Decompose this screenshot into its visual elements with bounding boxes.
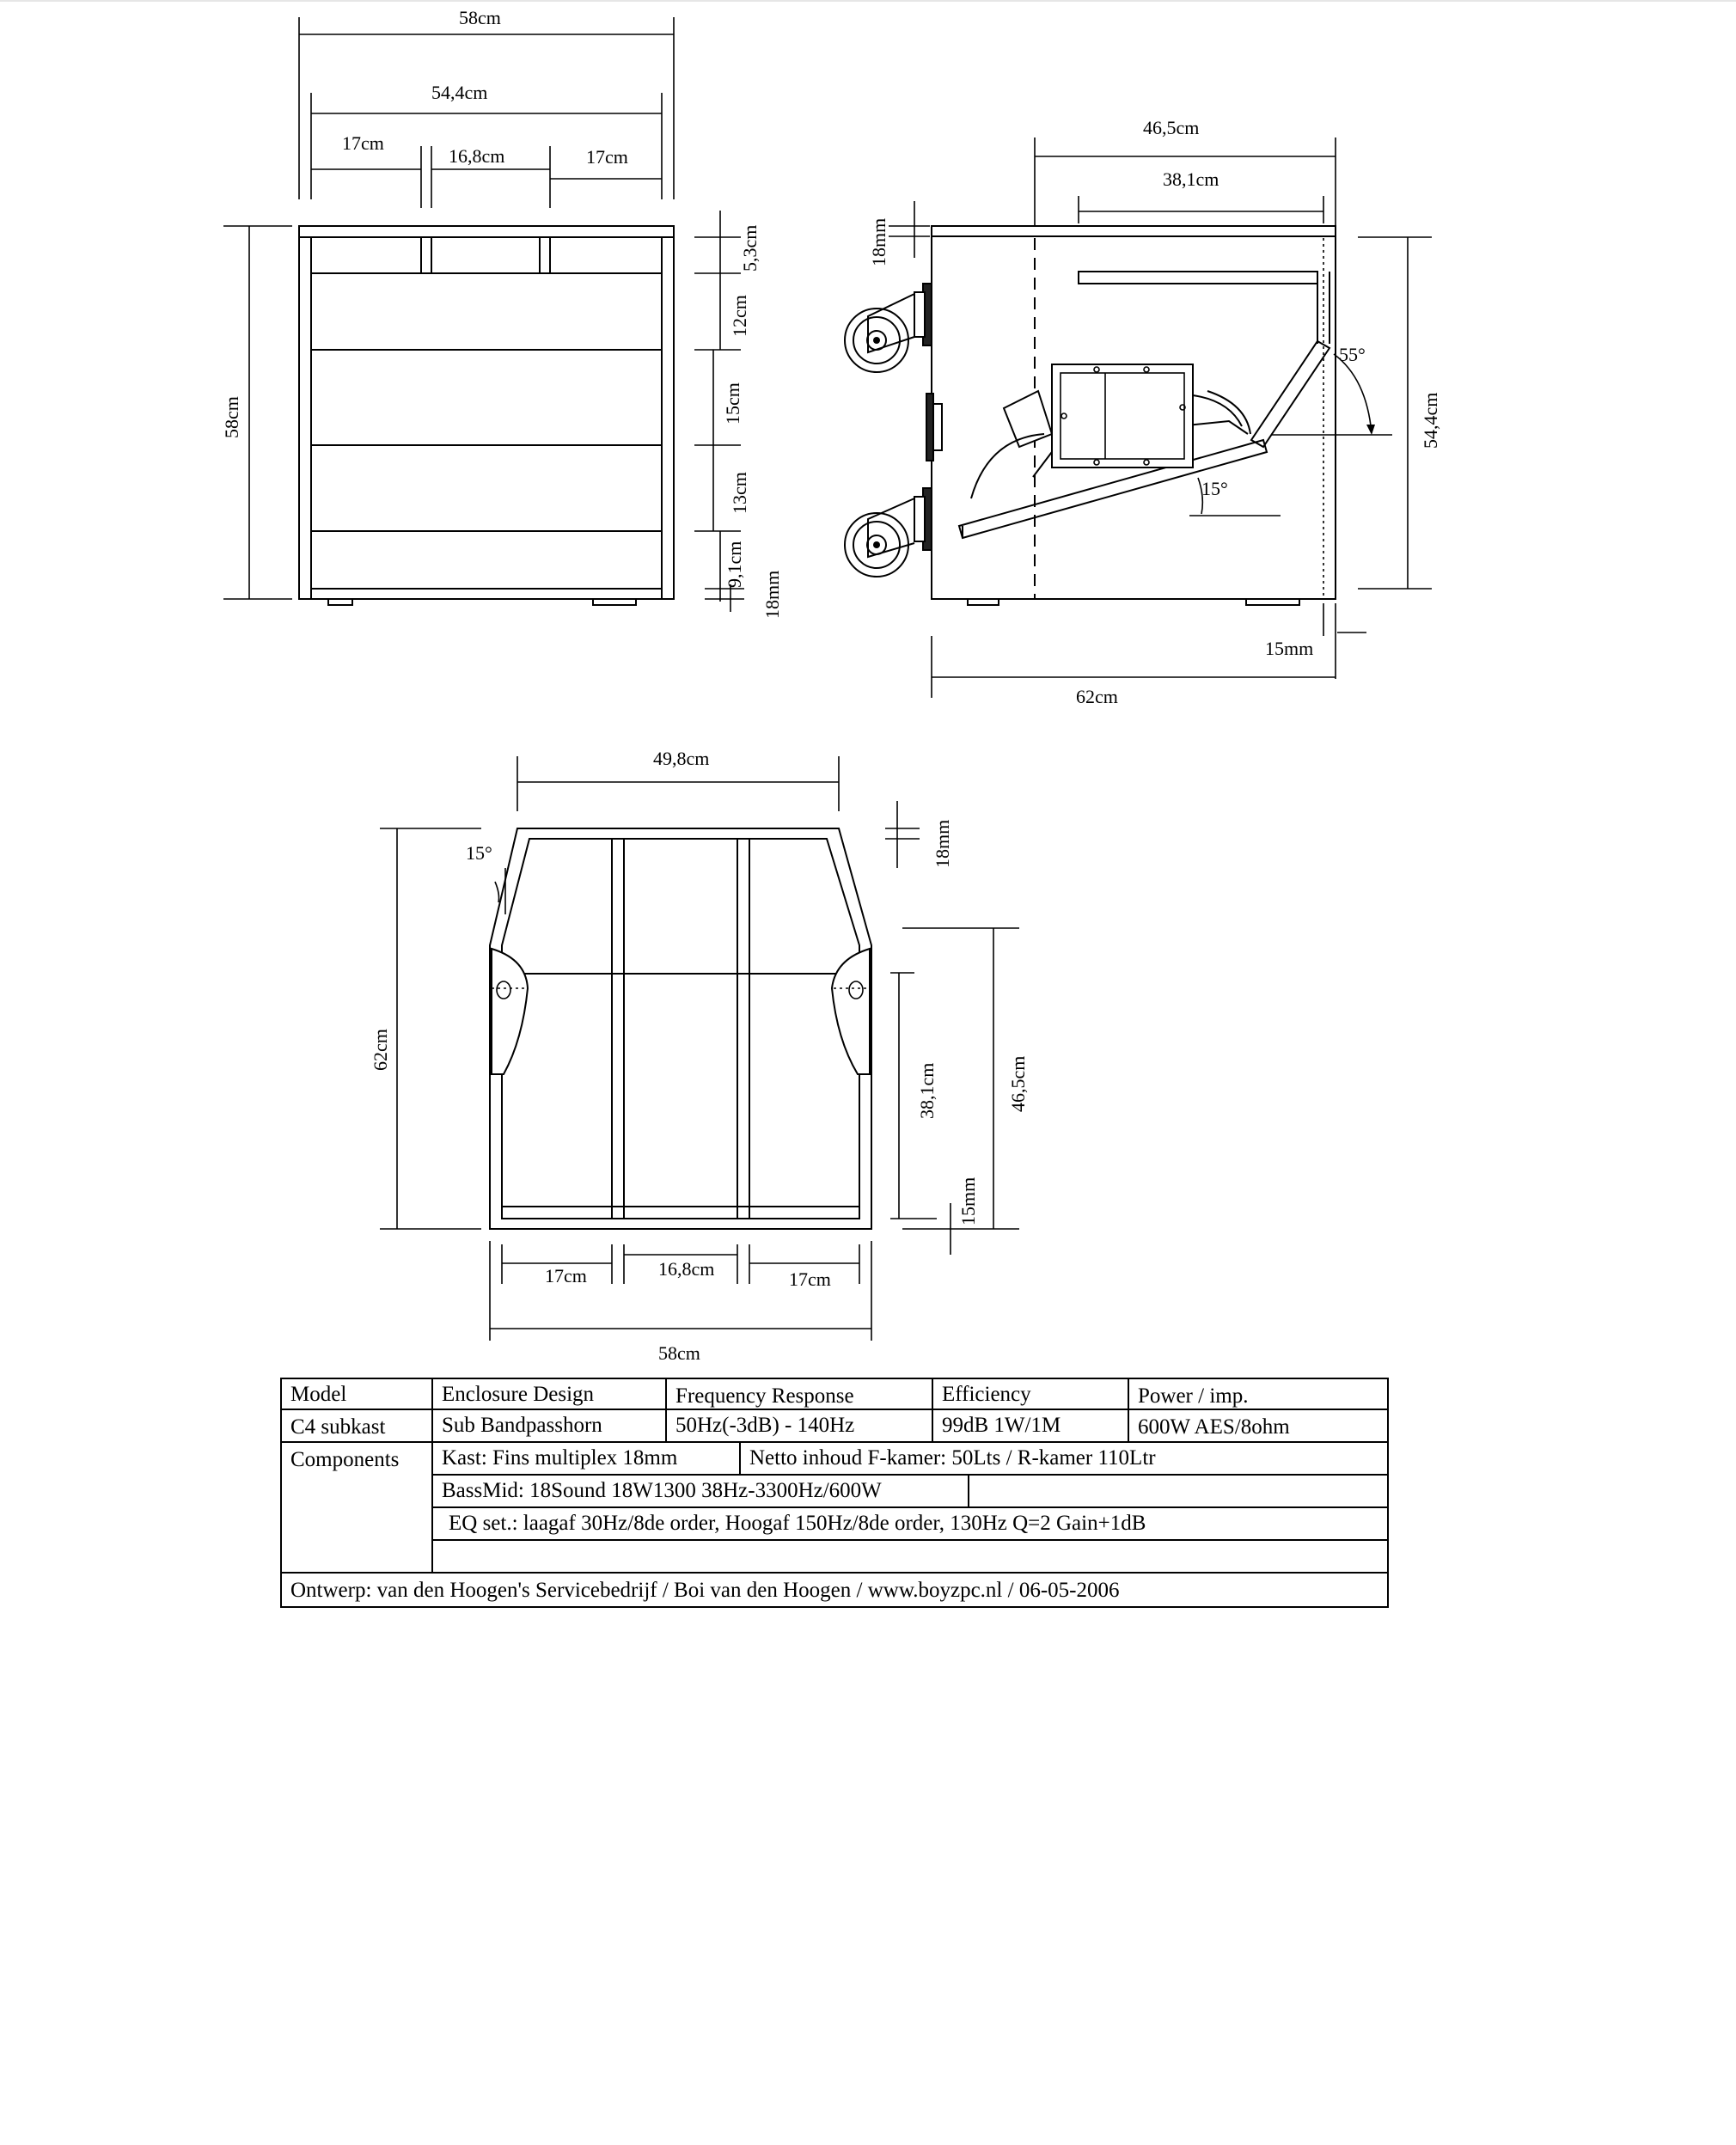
components-label: Components <box>290 1448 400 1471</box>
top-panel-label: 18mm <box>932 819 953 868</box>
front-bay-mid-label: 16,8cm <box>449 145 505 167</box>
footer-credits: Ontwerp: van den Hoogen's Servicebedrijf / Boi van den Hoogen / www.boyzpc.nl / 06-05-2006 <box>290 1579 1120 1602</box>
netto-value: Netto inhoud F-kamer: 50Lts / R-kamer 110Ltr <box>749 1446 1156 1470</box>
side-angle-upper-label: 55° <box>1339 344 1366 365</box>
front-bay-right-label: 17cm <box>586 146 628 168</box>
front-top-rail-label: 5,3cm <box>739 224 761 272</box>
front-bottom-seg-label: 9,1cm <box>724 541 745 588</box>
kast-value: Kast: Fins multiplex 18mm <box>442 1446 678 1470</box>
front-seg2-label: 15cm <box>722 382 743 425</box>
front-view <box>221 7 783 619</box>
eq-value: EQ set.: laagaf 30Hz/8de order, Hoogaf 150Hz/8de order, 130Hz Q=2 Gain+1dB <box>449 1512 1146 1535</box>
header-model: Model <box>290 1383 347 1406</box>
enclosure-value: Sub Bandpasshorn <box>442 1414 602 1437</box>
top-bay-mid-label: 16,8cm <box>658 1258 715 1280</box>
front-height-label: 58cm <box>221 396 242 438</box>
spec-table <box>280 1378 1389 1610</box>
side-height-label: 54,4cm <box>1420 392 1441 449</box>
header-frequency: Frequency Response <box>675 1384 854 1408</box>
frequency-value: 50Hz(-3dB) - 140Hz <box>675 1414 855 1437</box>
efficiency-value: 99dB 1W/1M <box>942 1414 1061 1437</box>
top-angle-label: 15° <box>466 842 492 864</box>
top-bay-right-label: 17cm <box>789 1268 831 1290</box>
top-depth-label: 62cm <box>370 1029 391 1071</box>
power-value: 600W AES/8ohm <box>1138 1415 1290 1439</box>
front-panel-label: 18mm <box>761 570 783 619</box>
side-view <box>845 117 1441 707</box>
side-angle-lower-label: 15° <box>1201 478 1228 499</box>
front-seg1-label: 12cm <box>729 295 750 337</box>
side-top-panel-label: 18mm <box>868 217 889 266</box>
front-inner-width-label: 54,4cm <box>431 82 488 103</box>
bassmid-value: BassMid: 18Sound 18W1300 38Hz-3300Hz/600W <box>442 1479 882 1502</box>
front-seg3-label: 13cm <box>729 472 750 514</box>
top-front-width-label: 49,8cm <box>653 748 710 769</box>
top-view <box>370 748 1029 1364</box>
top-depth-outer-label: 46,5cm <box>1007 1055 1029 1112</box>
top-bay-left-label: 17cm <box>545 1265 587 1286</box>
header-efficiency: Efficiency <box>942 1383 1031 1406</box>
top-width-label: 58cm <box>658 1342 700 1364</box>
top-offset-label: 15mm <box>957 1176 979 1225</box>
side-depth-inner-label: 38,1cm <box>1163 168 1219 190</box>
side-depth-outer-label: 46,5cm <box>1143 117 1200 138</box>
side-total-depth-label: 62cm <box>1076 686 1118 707</box>
front-width-label: 58cm <box>459 7 501 28</box>
header-enclosure: Enclosure Design <box>442 1383 595 1406</box>
side-offset-label: 15mm <box>1265 638 1314 659</box>
top-depth-inner-label: 38,1cm <box>916 1062 938 1119</box>
header-power: Power / imp. <box>1138 1384 1249 1408</box>
front-bay-left-label: 17cm <box>342 132 384 154</box>
model-value: C4 subkast <box>290 1415 386 1439</box>
